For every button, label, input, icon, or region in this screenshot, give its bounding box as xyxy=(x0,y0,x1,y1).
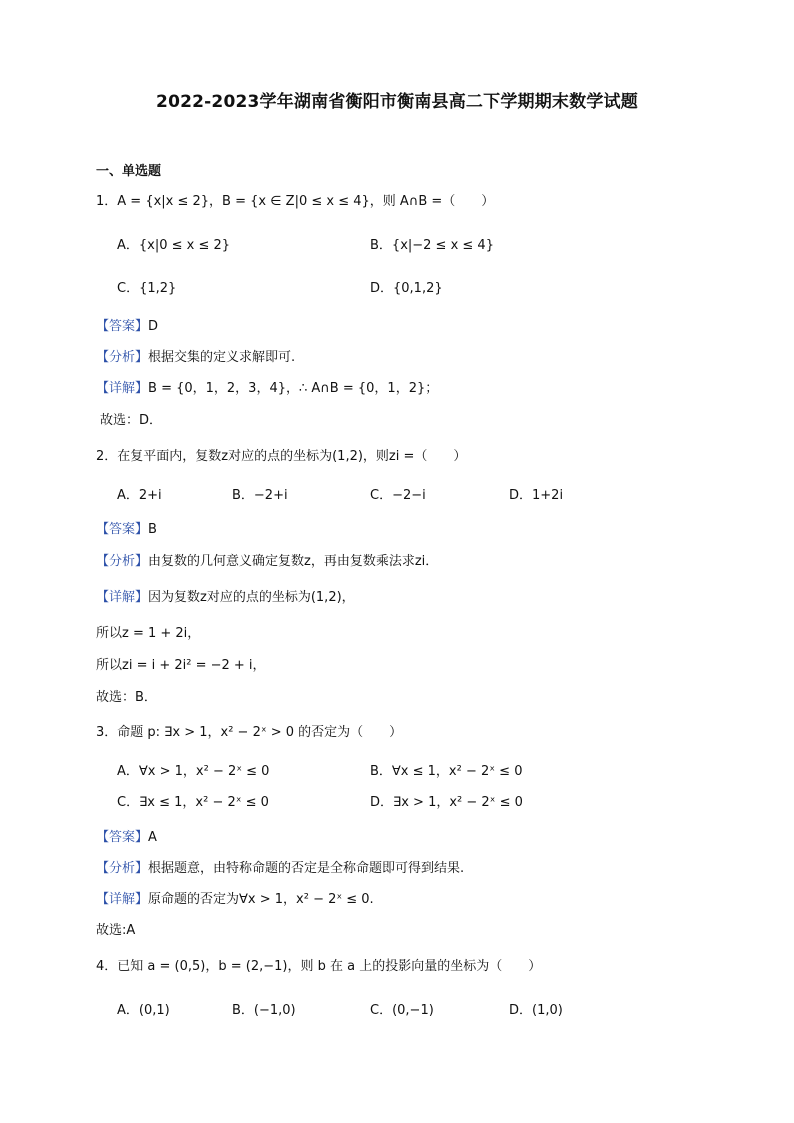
q2-detail xyxy=(96,589,355,607)
q3-choice: 故选:A xyxy=(96,923,136,938)
analysis-tag: 【分析】 xyxy=(96,350,149,365)
analysis-text: 根据题意，由特称命题的否定是全称命题即可得到结果. xyxy=(148,861,465,876)
q3-answer xyxy=(96,829,157,847)
q4-option-c: C．(0,−1) xyxy=(370,1003,434,1018)
q2-choice: 故选：B． xyxy=(96,690,157,705)
q1-choice: 故选：D． xyxy=(100,413,163,428)
q2-option-d: D．1+2i xyxy=(509,488,564,503)
q1-option-a: A．{x|0 ≤ x ≤ 2} xyxy=(117,238,231,253)
answer-tag: 【答案】 xyxy=(96,830,149,845)
q1-option-c: C．{1,2} xyxy=(117,281,177,296)
detail-tag: 【详解】 xyxy=(96,381,149,396)
q1-answer xyxy=(96,318,158,336)
detail-text: B = {0，1，2，3，4}，∴ A∩B = {0，1，2}； xyxy=(148,381,439,396)
answer-value: D xyxy=(148,319,159,334)
detail-tag: 【详解】 xyxy=(96,590,149,605)
q1-option-b: B．{x|−2 ≤ x ≤ 4} xyxy=(370,238,494,253)
analysis-text: 根据交集的定义求解即可. xyxy=(148,350,296,365)
q2-option-b: B．−2+i xyxy=(232,488,288,503)
analysis-text: 由复数的几何意义确定复数z，再由复数乘法求zi． xyxy=(148,554,439,569)
q4-stem: 4．已知 a = (0,5)，b = (2,−1)，则 b 在 a 上的投影向量的坐标为（ ） xyxy=(96,959,542,974)
q3-option-b: B．∀x ≤ 1，x² − 2ˣ ≤ 0 xyxy=(370,764,523,779)
q3-detail xyxy=(96,891,374,909)
q4-option-a: A．(0,1) xyxy=(117,1003,170,1018)
q1-stem: 1．A = {x|x ≤ 2}，B = {x ∈ Z|0 ≤ x ≤ 4}，则 A∩B =（ ） xyxy=(96,194,495,209)
q3-stem: 3．命题 p: ∃x > 1，x² − 2ˣ > 0 的否定为（ ） xyxy=(96,725,403,740)
detail-text: 因为复数z对应的点的坐标为(1,2)， xyxy=(148,590,355,605)
answer-value: B xyxy=(148,522,157,537)
q2-analysis xyxy=(96,553,438,571)
q3-analysis xyxy=(96,860,464,878)
q2-detail-line-1: 所以z = 1 + 2i， xyxy=(96,626,201,641)
q1-detail xyxy=(96,380,438,398)
analysis-tag: 【分析】 xyxy=(96,861,149,876)
q2-detail-line-2: 所以zi = i + 2i² = −2 + i， xyxy=(96,658,266,673)
answer-value: A xyxy=(148,830,157,845)
q4-option-d: D．(1,0) xyxy=(509,1003,563,1018)
q2-stem: 2．在复平面内，复数z对应的点的坐标为(1,2)，则zi =（ ） xyxy=(96,449,467,464)
section-heading: 一、单选题 xyxy=(96,164,162,179)
detail-tag: 【详解】 xyxy=(96,892,149,907)
answer-tag: 【答案】 xyxy=(96,522,149,537)
detail-text: 原命题的否定为∀x > 1，x² − 2ˣ ≤ 0. xyxy=(148,892,374,907)
q2-option-a: A．2+i xyxy=(117,488,162,503)
q3-option-d: D．∃x > 1，x² − 2ˣ ≤ 0 xyxy=(370,795,523,810)
q1-analysis xyxy=(96,349,295,367)
q2-option-c: C．−2−i xyxy=(370,488,426,503)
analysis-tag: 【分析】 xyxy=(96,554,149,569)
q3-option-a: A．∀x > 1，x² − 2ˣ ≤ 0 xyxy=(117,764,270,779)
q1-option-d: D．{0,1,2} xyxy=(370,281,443,296)
document-title: 2022-2023学年湖南省衡阳市衡南县高二下学期期末数学试题 xyxy=(156,92,638,112)
q2-answer xyxy=(96,521,157,539)
answer-tag: 【答案】 xyxy=(96,319,149,334)
q3-option-c: C．∃x ≤ 1，x² − 2ˣ ≤ 0 xyxy=(117,795,269,810)
q4-option-b: B．(−1,0) xyxy=(232,1003,296,1018)
